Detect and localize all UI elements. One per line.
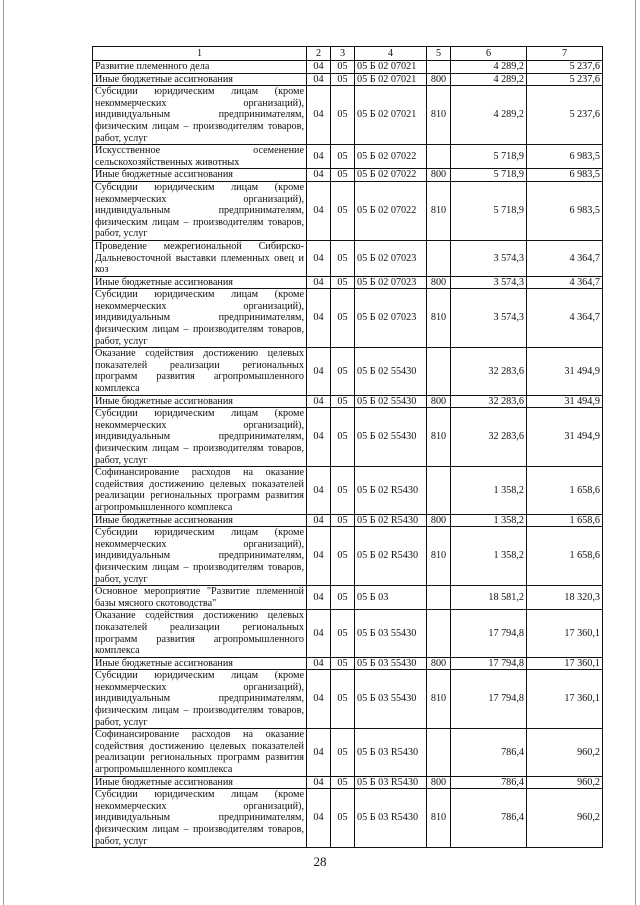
row-name: Иные бюджетные ассигнования bbox=[93, 169, 307, 182]
row-name: Субсидии юридическим лицам (кроме некоммерческих организаций), индивидуальным предпринимателям, физическим лицам – производителям товаров, работ, услуг bbox=[93, 527, 307, 586]
row-target-code: 05 Б 02 07022 bbox=[355, 145, 427, 169]
row-section: 04 bbox=[307, 348, 331, 395]
table-row bbox=[93, 467, 603, 514]
row-target-code: 05 Б 02 R5430 bbox=[355, 527, 427, 586]
row-amount-year-1: 5 718,9 bbox=[451, 169, 527, 182]
row-amount-year-2: 1 658,6 bbox=[527, 467, 603, 514]
row-target-code: 05 Б 02 07022 bbox=[355, 181, 427, 240]
row-section: 04 bbox=[307, 467, 331, 514]
row-target-code: 05 Б 02 07023 bbox=[355, 289, 427, 348]
row-section: 04 bbox=[307, 169, 331, 182]
row-amount-year-2: 5 237,6 bbox=[527, 61, 603, 74]
row-amount-year-1: 1 358,2 bbox=[451, 527, 527, 586]
row-expense-type bbox=[427, 729, 451, 776]
row-amount-year-2: 960,2 bbox=[527, 776, 603, 789]
row-amount-year-2: 4 364,7 bbox=[527, 240, 603, 276]
row-name: Основное мероприятие "Развитие племенной базы мясного скотоводства" bbox=[93, 586, 307, 610]
row-amount-year-2: 1 658,6 bbox=[527, 527, 603, 586]
row-subsection: 05 bbox=[331, 670, 355, 729]
row-amount-year-1: 17 794,8 bbox=[451, 670, 527, 729]
row-amount-year-1: 3 574,3 bbox=[451, 276, 527, 289]
table-row bbox=[93, 289, 603, 348]
row-expense-type bbox=[427, 467, 451, 514]
table-row bbox=[93, 670, 603, 729]
row-subsection: 05 bbox=[331, 467, 355, 514]
table-row bbox=[93, 86, 603, 145]
table-body bbox=[93, 61, 603, 848]
row-target-code: 05 Б 02 R5430 bbox=[355, 467, 427, 514]
row-name: Субсидии юридическим лицам (кроме некоммерческих организаций), индивидуальным предпринимателям, физическим лицам – производителям товаров, работ, услуг bbox=[93, 289, 307, 348]
row-amount-year-2: 4 364,7 bbox=[527, 276, 603, 289]
row-amount-year-2: 5 237,6 bbox=[527, 86, 603, 145]
header-col-7: 7 bbox=[527, 47, 603, 61]
row-section: 04 bbox=[307, 145, 331, 169]
row-amount-year-1: 4 289,2 bbox=[451, 61, 527, 74]
row-name: Субсидии юридическим лицам (кроме некоммерческих организаций), индивидуальным предпринимателям, физическим лицам – производителям товаров, работ, услуг bbox=[93, 789, 307, 848]
table-row bbox=[93, 181, 603, 240]
row-amount-year-1: 5 718,9 bbox=[451, 145, 527, 169]
table-row bbox=[93, 789, 603, 848]
scan-edge-right bbox=[635, 0, 636, 905]
table-row bbox=[93, 73, 603, 86]
row-expense-type: 800 bbox=[427, 776, 451, 789]
row-amount-year-2: 17 360,1 bbox=[527, 657, 603, 670]
row-section: 04 bbox=[307, 408, 331, 467]
row-name: Иные бюджетные ассигнования bbox=[93, 73, 307, 86]
row-amount-year-1: 1 358,2 bbox=[451, 514, 527, 527]
table-row bbox=[93, 408, 603, 467]
table-row bbox=[93, 586, 603, 610]
row-amount-year-1: 4 289,2 bbox=[451, 73, 527, 86]
row-amount-year-1: 17 794,8 bbox=[451, 657, 527, 670]
row-amount-year-1: 1 358,2 bbox=[451, 467, 527, 514]
row-section: 04 bbox=[307, 395, 331, 408]
row-name: Иные бюджетные ассигнования bbox=[93, 514, 307, 527]
row-amount-year-2: 6 983,5 bbox=[527, 145, 603, 169]
row-subsection: 05 bbox=[331, 586, 355, 610]
row-subsection: 05 bbox=[331, 61, 355, 74]
row-expense-type bbox=[427, 145, 451, 169]
row-amount-year-1: 786,4 bbox=[451, 789, 527, 848]
row-section: 04 bbox=[307, 789, 331, 848]
row-expense-type: 800 bbox=[427, 169, 451, 182]
row-target-code: 05 Б 03 R5430 bbox=[355, 789, 427, 848]
table-row bbox=[93, 527, 603, 586]
header-col-1: 1 bbox=[93, 47, 307, 61]
row-target-code: 05 Б 03 55430 bbox=[355, 610, 427, 657]
row-name: Иные бюджетные ассигнования bbox=[93, 395, 307, 408]
table-row bbox=[93, 348, 603, 395]
row-subsection: 05 bbox=[331, 73, 355, 86]
row-subsection: 05 bbox=[331, 169, 355, 182]
row-amount-year-2: 31 494,9 bbox=[527, 348, 603, 395]
row-subsection: 05 bbox=[331, 289, 355, 348]
row-target-code: 05 Б 02 55430 bbox=[355, 408, 427, 467]
row-target-code: 05 Б 02 07023 bbox=[355, 276, 427, 289]
row-expense-type: 810 bbox=[427, 408, 451, 467]
row-amount-year-2: 960,2 bbox=[527, 789, 603, 848]
header-row bbox=[93, 47, 603, 61]
row-amount-year-1: 4 289,2 bbox=[451, 86, 527, 145]
row-section: 04 bbox=[307, 73, 331, 86]
row-section: 04 bbox=[307, 514, 331, 527]
row-expense-type: 810 bbox=[427, 527, 451, 586]
table-row bbox=[93, 240, 603, 276]
row-section: 04 bbox=[307, 670, 331, 729]
table-row bbox=[93, 610, 603, 657]
row-section: 04 bbox=[307, 289, 331, 348]
row-amount-year-2: 960,2 bbox=[527, 729, 603, 776]
row-target-code: 05 Б 02 07022 bbox=[355, 169, 427, 182]
row-amount-year-1: 32 283,6 bbox=[451, 408, 527, 467]
row-subsection: 05 bbox=[331, 776, 355, 789]
header-col-2: 2 bbox=[307, 47, 331, 61]
row-amount-year-2: 17 360,1 bbox=[527, 670, 603, 729]
row-target-code: 05 Б 02 55430 bbox=[355, 348, 427, 395]
row-name: Субсидии юридическим лицам (кроме некоммерческих организаций), индивидуальным предпринимателям, физическим лицам – производителям товаров, работ, услуг bbox=[93, 408, 307, 467]
table-row bbox=[93, 276, 603, 289]
row-target-code: 05 Б 02 07021 bbox=[355, 61, 427, 74]
row-section: 04 bbox=[307, 527, 331, 586]
row-expense-type bbox=[427, 240, 451, 276]
row-amount-year-1: 3 574,3 bbox=[451, 240, 527, 276]
row-expense-type: 800 bbox=[427, 657, 451, 670]
row-expense-type: 800 bbox=[427, 514, 451, 527]
row-subsection: 05 bbox=[331, 514, 355, 527]
row-section: 04 bbox=[307, 610, 331, 657]
row-name: Субсидии юридическим лицам (кроме некоммерческих организаций), индивидуальным предпринимателям, физическим лицам – производителям товаров, работ, услуг bbox=[93, 181, 307, 240]
row-target-code: 05 Б 03 55430 bbox=[355, 657, 427, 670]
row-section: 04 bbox=[307, 586, 331, 610]
row-subsection: 05 bbox=[331, 181, 355, 240]
row-subsection: 05 bbox=[331, 610, 355, 657]
row-amount-year-1: 17 794,8 bbox=[451, 610, 527, 657]
row-target-code: 05 Б 02 07023 bbox=[355, 240, 427, 276]
row-expense-type bbox=[427, 610, 451, 657]
row-amount-year-2: 6 983,5 bbox=[527, 181, 603, 240]
row-amount-year-2: 1 658,6 bbox=[527, 514, 603, 527]
row-name: Оказание содействия достижению целевых показателей реализации региональных программ развития агропромышленного комплекса bbox=[93, 610, 307, 657]
row-amount-year-2: 31 494,9 bbox=[527, 395, 603, 408]
row-name: Субсидии юридическим лицам (кроме некоммерческих организаций), индивидуальным предпринимателям, физическим лицам – производителям товаров, работ, услуг bbox=[93, 670, 307, 729]
row-target-code: 05 Б 03 bbox=[355, 586, 427, 610]
row-amount-year-2: 31 494,9 bbox=[527, 408, 603, 467]
row-section: 04 bbox=[307, 61, 331, 74]
row-subsection: 05 bbox=[331, 789, 355, 848]
header-col-5: 5 bbox=[427, 47, 451, 61]
row-expense-type: 810 bbox=[427, 86, 451, 145]
row-section: 04 bbox=[307, 86, 331, 145]
row-amount-year-1: 786,4 bbox=[451, 776, 527, 789]
row-amount-year-1: 32 283,6 bbox=[451, 348, 527, 395]
row-expense-type: 810 bbox=[427, 181, 451, 240]
row-amount-year-1: 3 574,3 bbox=[451, 289, 527, 348]
row-section: 04 bbox=[307, 657, 331, 670]
row-section: 04 bbox=[307, 181, 331, 240]
row-section: 04 bbox=[307, 240, 331, 276]
row-expense-type bbox=[427, 348, 451, 395]
row-name: Софинансирование расходов на оказание содействия достижению целевых показателей реализации региональных программ развития агропромышленного комплекса bbox=[93, 729, 307, 776]
row-target-code: 05 Б 02 55430 bbox=[355, 395, 427, 408]
row-amount-year-1: 32 283,6 bbox=[451, 395, 527, 408]
row-expense-type: 800 bbox=[427, 73, 451, 86]
row-section: 04 bbox=[307, 729, 331, 776]
row-subsection: 05 bbox=[331, 729, 355, 776]
row-expense-type bbox=[427, 61, 451, 74]
row-subsection: 05 bbox=[331, 348, 355, 395]
row-name: Проведение межрегиональной Сибирско-Дальневосточной выставки племенных овец и коз bbox=[93, 240, 307, 276]
row-subsection: 05 bbox=[331, 276, 355, 289]
row-target-code: 05 Б 02 07021 bbox=[355, 86, 427, 145]
row-target-code: 05 Б 02 07021 bbox=[355, 73, 427, 86]
header-col-6: 6 bbox=[451, 47, 527, 61]
row-expense-type: 800 bbox=[427, 276, 451, 289]
row-target-code: 05 Б 03 55430 bbox=[355, 670, 427, 729]
row-target-code: 05 Б 02 R5430 bbox=[355, 514, 427, 527]
table-row bbox=[93, 776, 603, 789]
row-amount-year-2: 6 983,5 bbox=[527, 169, 603, 182]
scan-edge-left bbox=[3, 0, 4, 905]
row-section: 04 bbox=[307, 276, 331, 289]
row-expense-type: 810 bbox=[427, 289, 451, 348]
row-amount-year-1: 5 718,9 bbox=[451, 181, 527, 240]
row-subsection: 05 bbox=[331, 395, 355, 408]
table-row bbox=[93, 169, 603, 182]
row-name: Иные бюджетные ассигнования bbox=[93, 276, 307, 289]
row-expense-type: 810 bbox=[427, 670, 451, 729]
header-col-3: 3 bbox=[331, 47, 355, 61]
table-row bbox=[93, 729, 603, 776]
row-amount-year-2: 4 364,7 bbox=[527, 289, 603, 348]
row-expense-type bbox=[427, 586, 451, 610]
row-subsection: 05 bbox=[331, 240, 355, 276]
table-row bbox=[93, 657, 603, 670]
row-expense-type: 810 bbox=[427, 789, 451, 848]
row-amount-year-2: 5 237,6 bbox=[527, 73, 603, 86]
row-name: Субсидии юридическим лицам (кроме некоммерческих организаций), индивидуальным предпринимателям, физическим лицам – производителям товаров, работ, услуг bbox=[93, 86, 307, 145]
table-row bbox=[93, 514, 603, 527]
row-subsection: 05 bbox=[331, 86, 355, 145]
row-subsection: 05 bbox=[331, 657, 355, 670]
row-name: Оказание содействия достижению целевых показателей реализации региональных программ развития агропромышленного комплекса bbox=[93, 348, 307, 395]
row-section: 04 bbox=[307, 776, 331, 789]
row-name: Иные бюджетные ассигнования bbox=[93, 657, 307, 670]
row-name: Искусственное осеменение сельскохозяйственных животных bbox=[93, 145, 307, 169]
row-amount-year-1: 18 581,2 bbox=[451, 586, 527, 610]
budget-table bbox=[92, 46, 603, 848]
table-row bbox=[93, 61, 603, 74]
row-amount-year-2: 18 320,3 bbox=[527, 586, 603, 610]
table-row bbox=[93, 395, 603, 408]
row-subsection: 05 bbox=[331, 527, 355, 586]
row-subsection: 05 bbox=[331, 145, 355, 169]
row-subsection: 05 bbox=[331, 408, 355, 467]
row-name: Развитие племенного дела bbox=[93, 61, 307, 74]
header-col-4: 4 bbox=[355, 47, 427, 61]
row-amount-year-1: 786,4 bbox=[451, 729, 527, 776]
row-target-code: 05 Б 03 R5430 bbox=[355, 729, 427, 776]
row-amount-year-2: 17 360,1 bbox=[527, 610, 603, 657]
row-expense-type: 800 bbox=[427, 395, 451, 408]
page-number: 28 bbox=[313, 854, 327, 869]
table-header bbox=[93, 47, 603, 61]
table-row bbox=[93, 145, 603, 169]
row-target-code: 05 Б 03 R5430 bbox=[355, 776, 427, 789]
row-name: Софинансирование расходов на оказание содействия достижению целевых показателей реализации региональных программ развития агропромышленного комплекса bbox=[93, 467, 307, 514]
row-name: Иные бюджетные ассигнования bbox=[93, 776, 307, 789]
